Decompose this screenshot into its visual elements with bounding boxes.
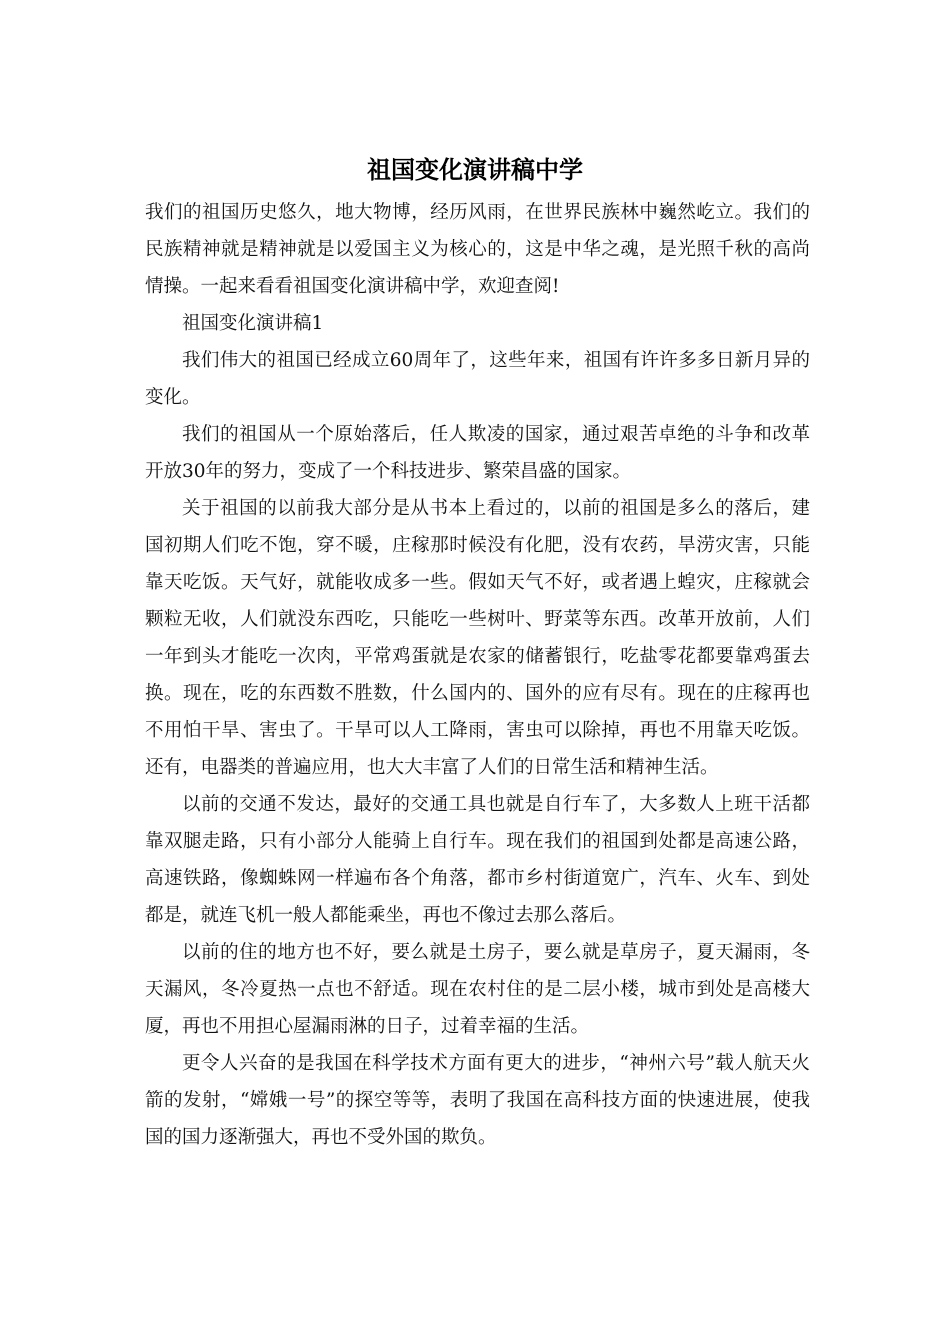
body-paragraph: 更令人兴奋的是我国在科学技术方面有更大的进步，“神州六号”载人航天火箭的发射，“嫦娥一号”的探空等等，表明了我国在高科技方面的快速进展，使我国的国力逐渐强大，再也不受外国的欺负。 [145, 1053, 810, 1148]
document-body [145, 194, 810, 1156]
page-title: 祖国变化演讲稿中学 [367, 156, 583, 184]
body-paragraph: 以前的交通不发达，最好的交通工具也就是自行车了，大多数人上班干活都靠双腿走路，只有小部分人能骑上自行车。现在我们的祖国到处都是高速公路，高速铁路，像蜘蛛网一样遍布各个角落，都市乡村街道宽广，汽车、火车、到处都是，就连飞机一般人都能乘坐，再也不像过去那么落后。 [145, 794, 810, 926]
body-paragraph: 以前的住的地方也不好，要么就是土房子，要么就是草房子，夏天漏雨，冬天漏风，冬冷夏热一点也不舒适。现在农村住的是二层小楼，城市到处是高楼大厦，再也不用担心屋漏雨淋的日子，过着幸福的生活。 [145, 942, 810, 1037]
body-paragraph: 我们伟大的祖国已经成立60周年了，这些年来，祖国有许许多多日新月异的变化。 [145, 350, 810, 408]
body-paragraph: 我们的祖国从一个原始落后，任人欺凌的国家，通过艰苦卓绝的斗争和改革开放30年的努力，变成了一个科技进步、繁荣昌盛的国家。 [145, 424, 810, 482]
intro-paragraph: 我们的祖国历史悠久，地大物博，经历风雨，在世界民族林中巍然屹立。我们的民族精神就是精神就是以爱国主义为核心的，这是中华之魂，是光照千秋的高尚情操。一起来看看祖国变化演讲稿中学，欢迎查阅! [145, 202, 810, 297]
body-paragraph: 关于祖国的以前我大部分是从书本上看过的，以前的祖国是多么的落后，建国初期人们吃不饱，穿不暖，庄稼那时候没有化肥，没有农药，旱涝灾害，只能靠天吃饭。天气好，就能收成多一些。假如天气不好，或者遇上蝗灾，庄稼就会颗粒无收，人们就没东西吃，只能吃一些树叶、野菜等东西。改革开放前，人们一年到头才能吃一次肉，平常鸡蛋就是农家的储蓄银行，吃盐零花都要靠鸡蛋去换。现在，吃的东西数不胜数，什么国内的、国外的应有尽有。现在的庄稼再也不用怕干旱、害虫了。干旱可以人工降雨，害虫可以除掉，再也不用靠天吃饭。还有，电器类的普遍应用，也大大丰富了人们的日常生活和精神生活。 [145, 498, 810, 778]
section-heading: 祖国变化演讲稿1 [182, 313, 324, 334]
